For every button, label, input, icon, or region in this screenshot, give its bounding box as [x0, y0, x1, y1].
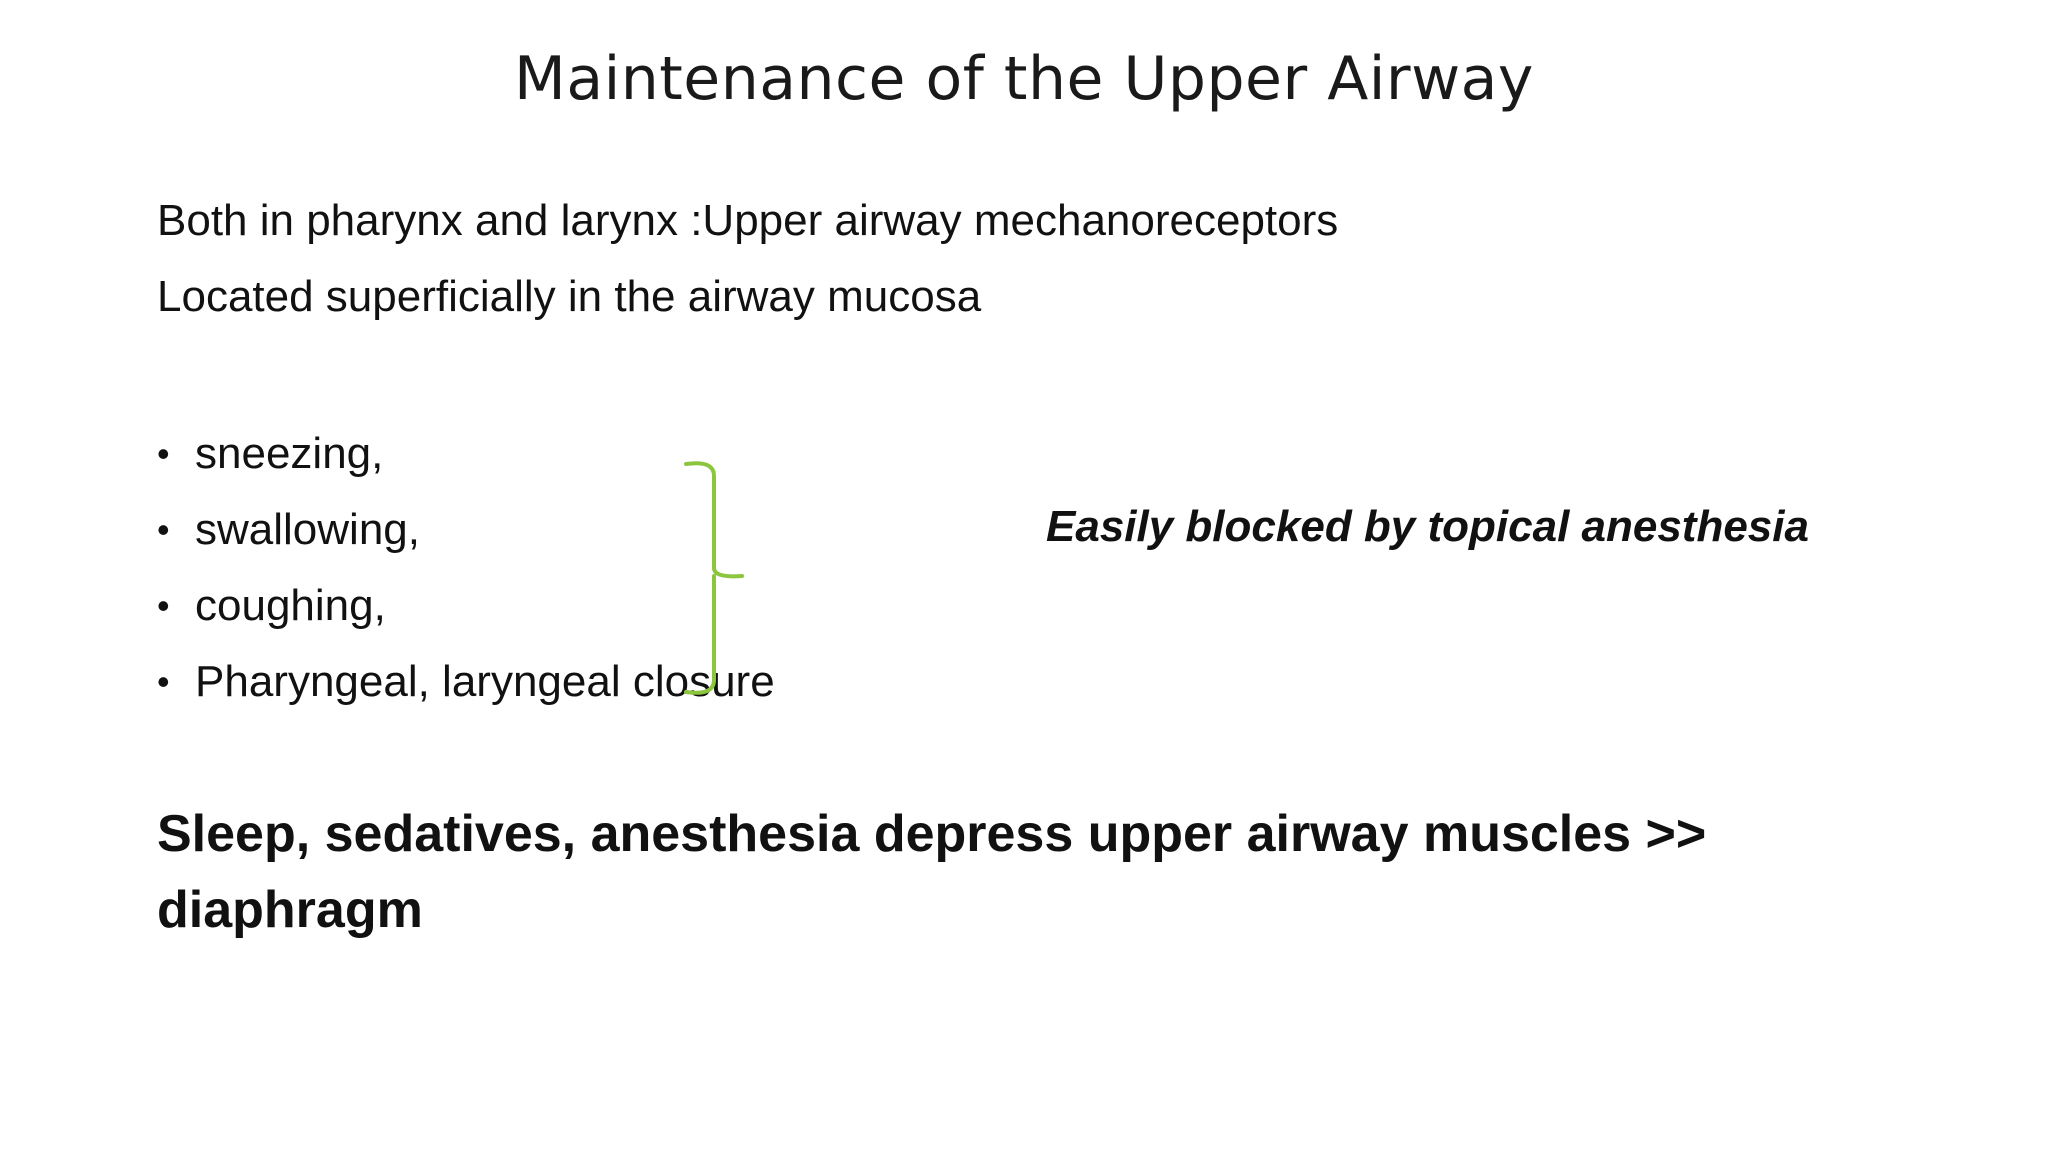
text-line-location: Located superficially in the airway mucosa — [157, 272, 982, 321]
bullet-dot-icon: • — [157, 661, 170, 702]
conclusion-text: Sleep, sedatives, anesthesia depress upper airway muscles >> diaphragm — [157, 805, 1707, 939]
bullet-text: Pharyngeal, laryngeal closure — [195, 657, 775, 706]
bullet-text: sneezing, — [195, 429, 384, 478]
text-line-receptors: Both in pharynx and larynx :Upper airway mechanoreceptors — [157, 196, 1339, 245]
topical-anesthesia-callout: Easily blocked by topical anesthesia — [1046, 502, 1809, 551]
bullet-text: swallowing, — [195, 505, 420, 554]
curly-brace-icon — [680, 458, 750, 698]
bullet-text: coughing, — [195, 581, 386, 630]
bullet-dot-icon: • — [157, 509, 170, 550]
bullet-dot-icon: • — [157, 585, 170, 626]
bullet-dot-icon: • — [157, 433, 170, 474]
slide-title: Maintenance of the Upper Airway — [514, 44, 1534, 114]
curly-brace-stroke — [686, 463, 742, 693]
